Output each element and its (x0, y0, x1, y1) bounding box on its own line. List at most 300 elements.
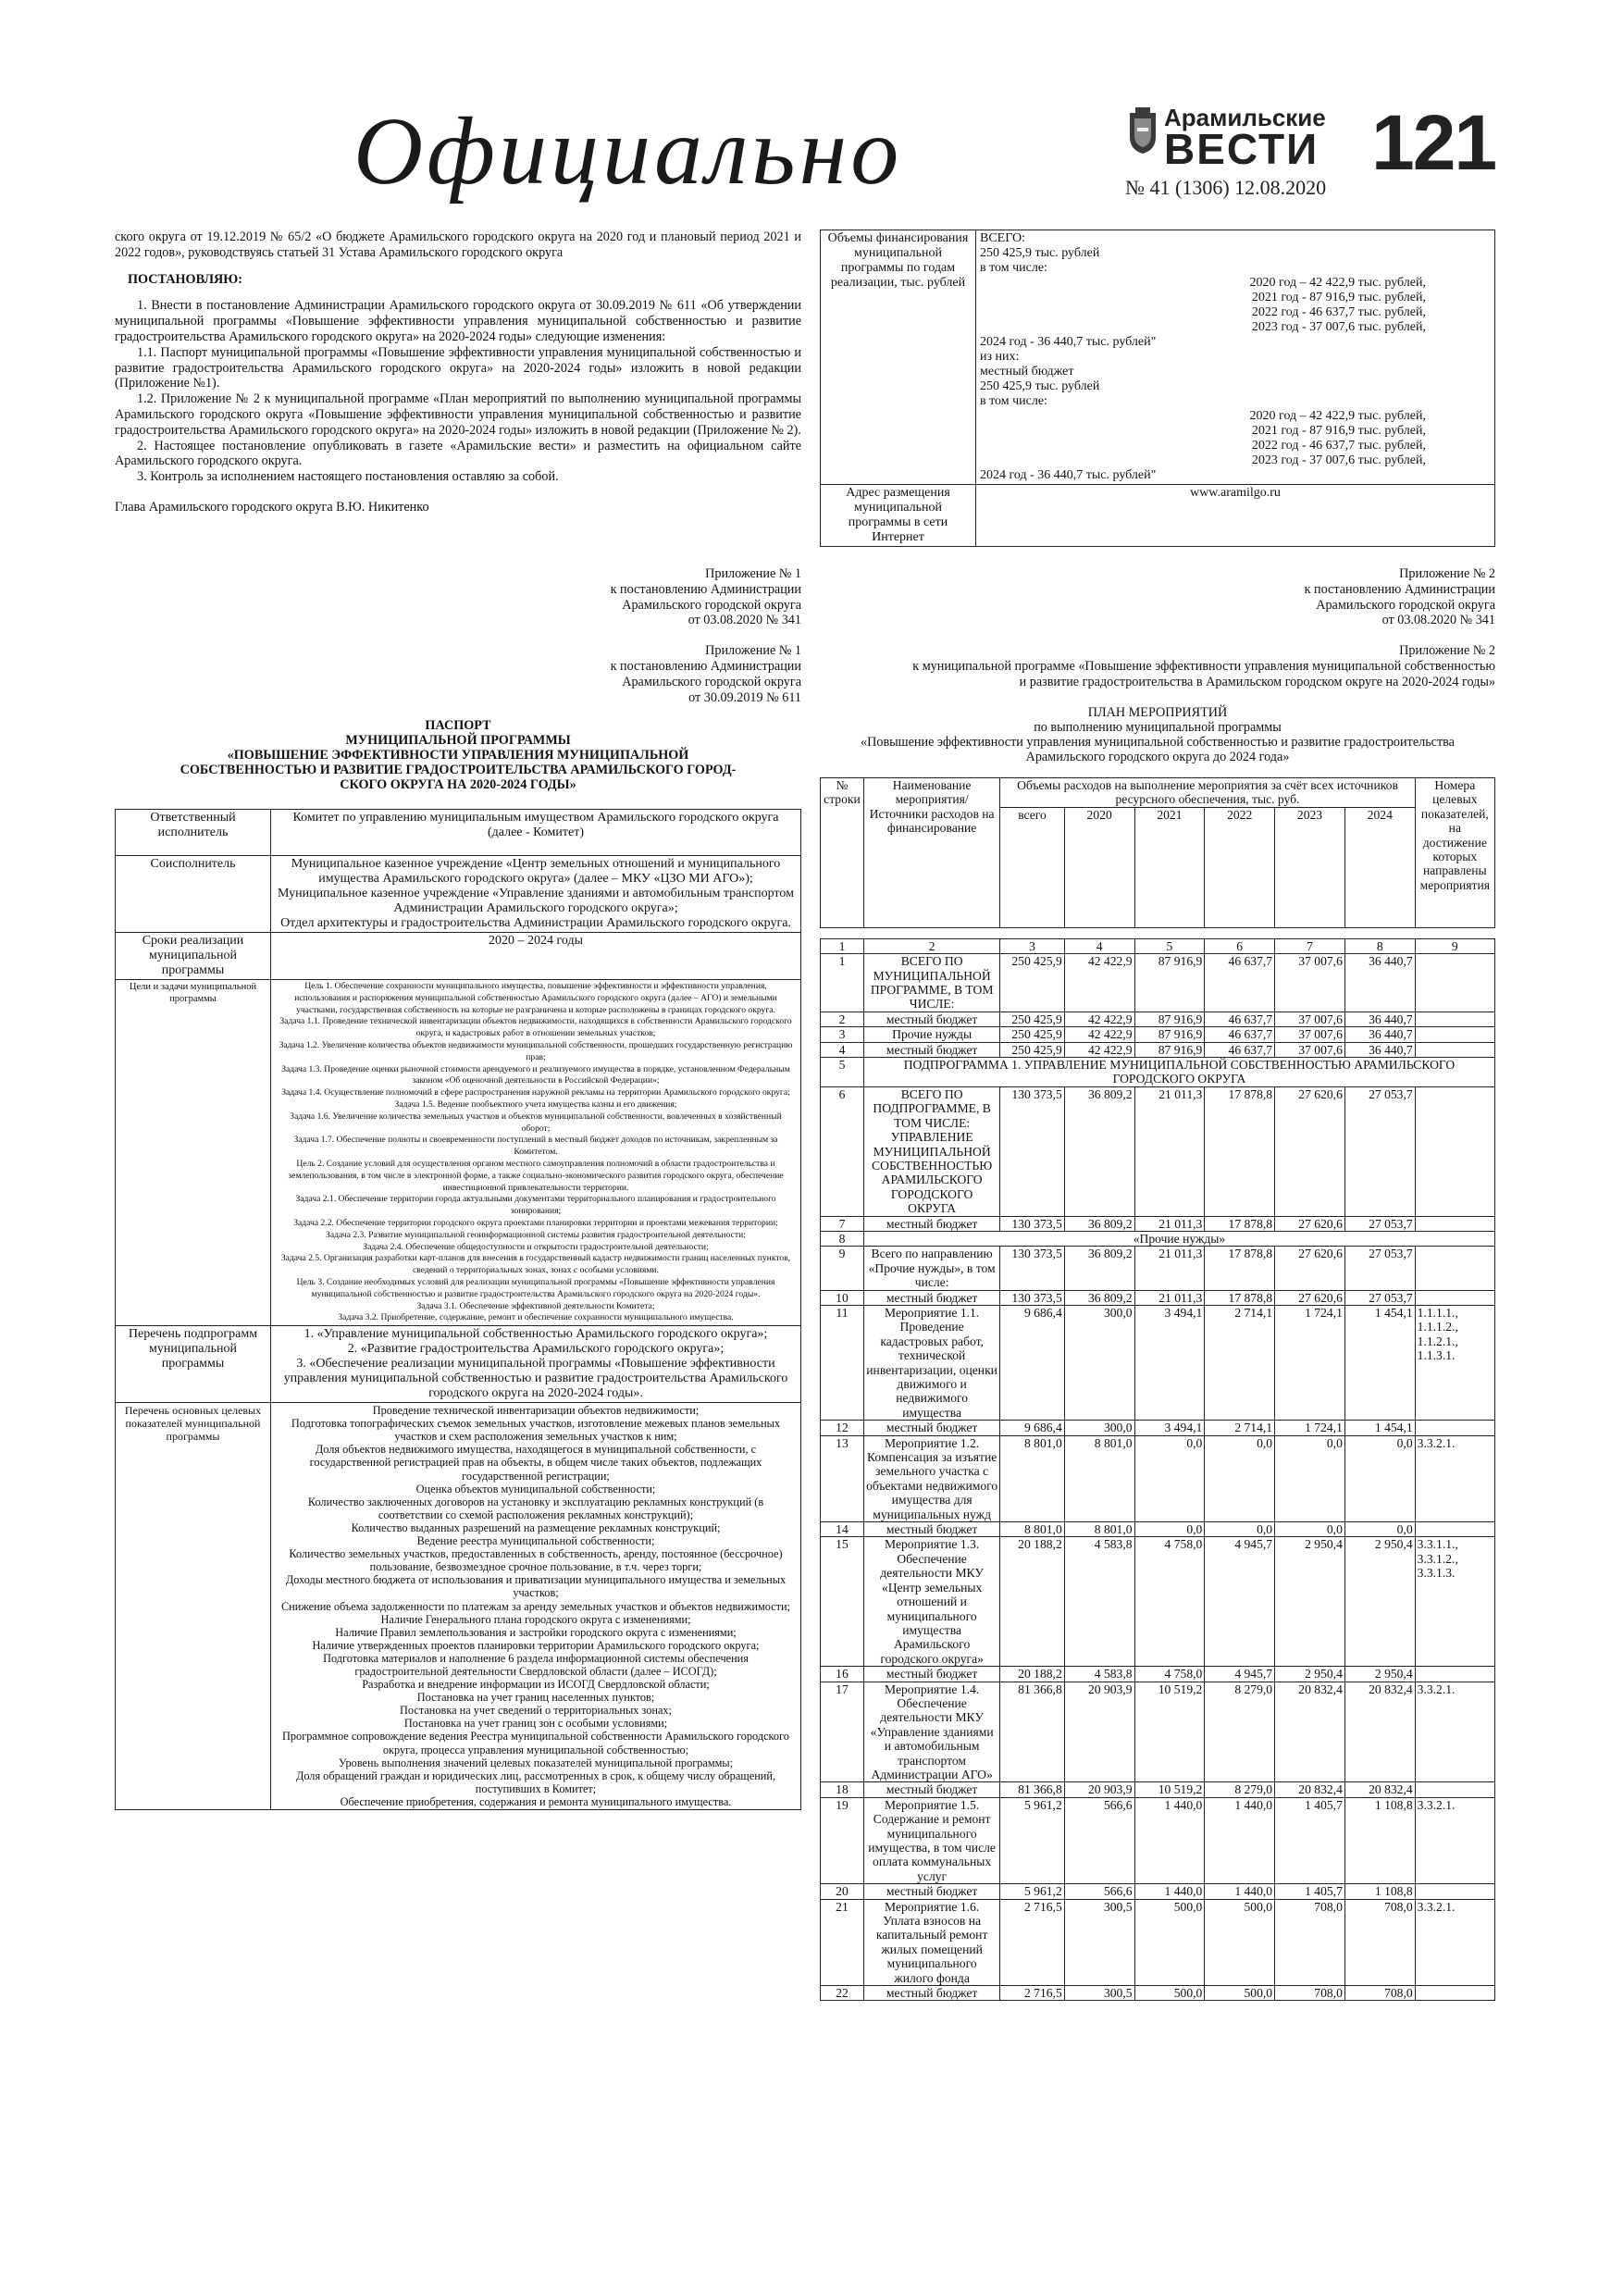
financing-values (976, 230, 1495, 485)
row-number: 9 (821, 1247, 864, 1290)
subprogram-1: 1. «Управление муниципальной собственностью Арамильского городского округа»; (304, 1327, 768, 1342)
amount-cell: 46 637,7 (1205, 1042, 1275, 1057)
indicator-item: Уровень выполнения значений целевых показателей муниципальной программы; (338, 1756, 734, 1769)
table-cell: Соисполнитель (116, 856, 271, 933)
amount-cell: 8 801,0 (1000, 1522, 1064, 1537)
table-row (821, 954, 1495, 1012)
decree-p1: 1. Внести в постановление Администрации Арамильского городского округа от 30.09.2019 № 611 «Об утверждении муниципальной программы «Повышение эффективности управления муниципальной собственностью и развитие градостроительства Арамильского городского округа» на 2020-2024 годы» следующие изменения: (115, 298, 801, 344)
amount-cell: 42 422,9 (1064, 954, 1134, 1012)
table-cell: Объемы финансирования муниципальной программы по годам реализации, тыс. рублей (821, 230, 976, 485)
amount-cell: 130 373,5 (1000, 1086, 1064, 1216)
target-indicators (1415, 1216, 1494, 1231)
amount-cell: 17 878,8 (1205, 1290, 1275, 1305)
table-row (821, 1042, 1495, 1057)
amount-cell: 1 108,8 (1344, 1797, 1415, 1883)
fin-line: 2021 год - 87 916,9 тыс. рублей, (1251, 291, 1426, 304)
table-row (116, 810, 801, 856)
goal-item: Задача 2.2. Обеспечение территории городского округа проектами планировки территории и проектами межевания территории; (293, 1217, 778, 1228)
amount-cell: 21 011,3 (1134, 1247, 1205, 1290)
target-indicators: 3.3.2.1. (1415, 1682, 1494, 1782)
amount-cell: 250 425,9 (1000, 1011, 1064, 1026)
table-row (116, 933, 801, 980)
amount-cell: 46 637,7 (1205, 1027, 1275, 1042)
fin-line: местный бюджет (980, 365, 1074, 379)
goal-item: Задача 3.1. Обеспечение эффективной деятельности Комитета; (416, 1300, 655, 1311)
amount-cell: 17 878,8 (1205, 1216, 1275, 1231)
amount-cell: 250 425,9 (1000, 1042, 1064, 1057)
amount-cell: 36 440,7 (1344, 954, 1415, 1012)
table-row (821, 1231, 1495, 1246)
fin-line: в том числе: (980, 261, 1047, 275)
goal-item: Задача 3.2. Приобретение, содержание, ремонт и обеспечение сохранности муниципального имущества. (338, 1312, 734, 1323)
measure-name: Прочие нужды (863, 1027, 999, 1042)
indicator-item: Обеспечение приобретения, содержания и ремонта муниципального имущества. (340, 1794, 732, 1808)
logo-line-2: ВЕСТИ (1164, 125, 1319, 173)
amount-cell: 10 519,2 (1134, 1782, 1205, 1797)
row-number: 6 (821, 1086, 864, 1216)
amount-cell: 708,0 (1275, 1899, 1345, 1985)
amount-cell: 2 716,5 (1000, 1986, 1064, 2001)
table-row (821, 1522, 1495, 1537)
decree-p12: 1.2. Приложение № 2 к муниципальной программе «План мероприятий по выполнению муниципальной программы Арамильского городского округа «Повышение эффективности управления муниципальной собственностью и развитие градостроительства Арамильского городского округа» на 2020-2024 годы» изложить в новой редакции (Приложение № 2). (115, 391, 801, 438)
measure-name: местный бюджет (863, 1011, 999, 1026)
goal-item: Цель 1. Обеспечение сохранности муниципального имущества, повышение эффективности и эффективности управления, использования и распоряжения муниципальной собственностью Арамильского городского округа (далее – АГО) и земельными участками, государственная собственность на которые не разграничена и которые расположены в границах городского округа. (294, 981, 777, 1015)
amount-cell: 250 425,9 (1000, 954, 1064, 1012)
amount-cell: 4 758,0 (1134, 1537, 1205, 1667)
plan-title-line: «Повышение эффективности управления муниципальной собственностью и развитие градостроительства Арамильского городского округа до 2024 года» (861, 735, 1455, 764)
amount-cell: 21 011,3 (1134, 1086, 1205, 1216)
indicator-item: Доля обращений граждан и юридических лиц, рассмотренных в срок, к общему числу обращений, поступивших в Комитет; (295, 1769, 776, 1795)
amount-cell: 46 637,7 (1205, 1011, 1275, 1026)
passport-title-line: МУНИЦИПАЛЬНОЙ ПРОГРАММЫ (345, 733, 571, 748)
page-number: 121 (1371, 99, 1496, 186)
table-row (821, 1086, 1495, 1216)
amount-cell: 1 724,1 (1275, 1305, 1345, 1420)
target-indicators (1415, 1421, 1494, 1435)
amount-cell: 4 945,7 (1205, 1667, 1275, 1682)
col-number: 8 (1344, 938, 1415, 953)
row-number: 10 (821, 1290, 864, 1305)
appendix-line: к муниципальной программе «Повышение эффективности управления муниципальной собственностью (912, 658, 1495, 674)
goal-item: Задача 1.4. Осуществление полномочий в сфере распространения наружной рекламы на территории Арамильского городского округа; (281, 1087, 790, 1098)
fin-line: 2024 год - 36 440,7 тыс. рублей" (980, 335, 1157, 349)
decree-text (115, 230, 801, 515)
table-row (821, 1027, 1495, 1042)
col-number: 7 (1275, 938, 1345, 953)
table-row (116, 980, 801, 1326)
indicator-item: Постановка на учет границ зон с особыми условиями; (403, 1717, 668, 1731)
measure-name: Мероприятие 1.6. Уплата взносов на капитальный ремонт жилых помещений муниципального жилого фонда (863, 1899, 999, 1985)
co-value-2: Муниципальное казенное учреждение «Управление зданиями и автомобильным транспортом Администрации Арамильского городского округа»; (278, 887, 794, 915)
amount-cell: 42 422,9 (1064, 1011, 1134, 1026)
amount-cell: 2 716,5 (1000, 1899, 1064, 1985)
amount-cell: 1 724,1 (1275, 1421, 1345, 1435)
goal-item: Задача 1.2. Увеличение количества объектов недвижимости муниципальной собственности, прошедших государственную регистрацию прав; (279, 1039, 793, 1062)
table-cell: Адрес размещения муниципальной программы в сети Интернет (821, 485, 976, 547)
table-cell: Сроки реализации муниципальной программы (116, 933, 271, 980)
target-indicators (1415, 1086, 1494, 1216)
target-indicators: 3.3.2.1. (1415, 1899, 1494, 1985)
amount-cell: 2 714,1 (1205, 1421, 1275, 1435)
amount-cell: 21 011,3 (1134, 1216, 1205, 1231)
table-header-row (821, 778, 1495, 808)
table-cell: 2020 – 2024 годы (271, 933, 801, 980)
amount-cell: 1 440,0 (1134, 1884, 1205, 1899)
amount-cell: 27 053,7 (1344, 1290, 1415, 1305)
amount-cell: 1 405,7 (1275, 1797, 1345, 1883)
amount-cell: 20 903,9 (1064, 1682, 1134, 1782)
amount-cell: 37 007,6 (1275, 1027, 1345, 1042)
amount-cell: 5 961,2 (1000, 1797, 1064, 1883)
measure-name: местный бюджет (863, 1884, 999, 1899)
goal-item: Задача 1.3. Проведение оценки рыночной стоимости арендуемого и реализуемого имущества в порядке, установленном Федеральным законом «Об оценочной деятельности в Российской Федерации»; (281, 1063, 790, 1086)
indicator-item: Наличие Правил землепользования и застройки городского округа с изменениями; (335, 1625, 737, 1639)
appendix-line: от 03.08.2020 № 341 (688, 613, 801, 628)
amount-cell: 27 053,7 (1344, 1216, 1415, 1231)
table-row (821, 1305, 1495, 1420)
measure-name: местный бюджет (863, 1421, 999, 1435)
amount-cell: 1 405,7 (1275, 1884, 1345, 1899)
col-number: 2 (863, 938, 999, 953)
row-number: 11 (821, 1305, 864, 1420)
plan-body (821, 954, 1495, 2001)
amount-cell: 20 832,4 (1275, 1782, 1345, 1797)
plan-table (820, 777, 1495, 2001)
amount-cell: 500,0 (1205, 1899, 1275, 1985)
amount-cell: 3 494,1 (1134, 1305, 1205, 1420)
amount-cell: 8 801,0 (1064, 1435, 1134, 1521)
target-indicators (1415, 1247, 1494, 1290)
section-heading: «Прочие нужды» (863, 1231, 1494, 1246)
plan-title-line: ПЛАН МЕРОПРИЯТИЙ (1087, 705, 1228, 720)
amount-cell: 36 440,7 (1344, 1011, 1415, 1026)
appendix-line: Приложение № 1 (705, 643, 801, 659)
measure-name: местный бюджет (863, 1042, 999, 1057)
amount-cell: 87 916,9 (1134, 1011, 1205, 1026)
table-row (821, 1986, 1495, 2001)
table-row (821, 485, 1495, 547)
table-row (821, 1011, 1495, 1026)
table-row (821, 1421, 1495, 1435)
col-number: 5 (1134, 938, 1205, 953)
appendix-line: Приложение № 1 (705, 566, 801, 581)
col-header: Номера целевых показателей, на достижение которых направлены мероприятия (1415, 778, 1494, 928)
row-number: 18 (821, 1782, 864, 1797)
amount-cell: 130 373,5 (1000, 1290, 1064, 1305)
col-number: 1 (821, 938, 864, 953)
col-header: 2024 (1344, 807, 1415, 927)
indicator-item: Программное сопровождение ведения Реестра муниципальной собственности Арамильского городского округа, процесса управления муниципальной собственностью; (282, 1730, 789, 1756)
amount-cell: 708,0 (1275, 1986, 1345, 2001)
indicator-item: Доля объектов недвижимого имущества, находящегося в муниципальной собственности, с государственной регистрацией прав на объекты, в общем числе таких объектов, подлежащих государственной регистрации; (309, 1443, 762, 1483)
amount-cell: 27 620,6 (1275, 1216, 1345, 1231)
amount-cell: 250 425,9 (1000, 1027, 1064, 1042)
amount-cell: 20 188,2 (1000, 1667, 1064, 1682)
amount-cell: 1 454,1 (1344, 1421, 1415, 1435)
amount-cell: 2 950,4 (1275, 1537, 1345, 1667)
measure-name: местный бюджет (863, 1986, 999, 2001)
amount-cell: 500,0 (1205, 1986, 1275, 2001)
indicator-item: Снижение объема задолженности по платежам за аренду земельных участков и объектов недвижимости; (280, 1599, 791, 1613)
amount-cell: 20 832,4 (1344, 1782, 1415, 1797)
plan-title (820, 705, 1495, 764)
amount-cell: 8 279,0 (1205, 1682, 1275, 1782)
amount-cell: 4 945,7 (1205, 1537, 1275, 1667)
measure-name: местный бюджет (863, 1667, 999, 1682)
spacer-row (821, 927, 1495, 938)
amount-cell: 9 686,4 (1000, 1305, 1064, 1420)
row-number: 19 (821, 1797, 864, 1883)
goals-list (271, 980, 801, 1326)
measure-name: ВСЕГО ПО ПОДПРОГРАММЕ, В ТОМ ЧИСЛЕ: УПРАВЛЕНИЕ МУНИЦИПАЛЬНОЙ СОБСТВЕННОСТЬЮ АРАМИЛЬСКОГО ГОРОДСКОГО ОКРУГА (863, 1086, 999, 1216)
col-header: 2021 (1134, 807, 1205, 927)
target-indicators (1415, 1011, 1494, 1026)
fin-line: 2020 год – 42 422,9 тыс. рублей, (1249, 409, 1426, 423)
newspaper-logo (1127, 104, 1358, 173)
amount-cell: 27 053,7 (1344, 1086, 1415, 1216)
table-row (116, 1403, 801, 1810)
amount-cell: 20 188,2 (1000, 1537, 1064, 1667)
indicator-item: Количество земельных участков, предоставленных в собственность, аренду, постоянное (бессрочное) пользование, безвозмездное срочное пользование, в т.ч. через торги; (289, 1547, 783, 1574)
subprogram-3: 3. «Обеспечение реализации муниципальной программы «Повышение эффективности управления муниципальной собственностью и развитие градостроительства Арамильского городского округа на 2020-2024 годы». (283, 1357, 788, 1401)
indicator-item: Количество заключенных договоров на установку и эксплуатацию рекламных конструкций (в соответствии со схемой расположения рекламных конструкций); (307, 1495, 764, 1521)
measure-name: местный бюджет (863, 1522, 999, 1537)
col-header: 2020 (1064, 807, 1134, 927)
decree-resolve: ПОСТАНОВЛЯЮ: (128, 271, 243, 287)
indicator-item: Постановка на учет сведений о территориальных зонах; (400, 1704, 672, 1718)
amount-cell: 36 809,2 (1064, 1086, 1134, 1216)
fin-line: 2023 год - 37 007,6 тыс. рублей, (1251, 453, 1426, 467)
table-row (821, 1782, 1495, 1797)
col-header: № строки (821, 778, 864, 928)
table-cell (271, 856, 801, 933)
spacer-cell (821, 927, 1495, 938)
amount-cell: 0,0 (1205, 1522, 1275, 1537)
row-number: 4 (821, 1042, 864, 1057)
amount-cell: 27 053,7 (1344, 1247, 1415, 1290)
fin-line: 2022 год - 46 637,7 тыс. рублей, (1251, 305, 1426, 319)
fin-line: 250 425,9 тыс. рублей (980, 379, 1100, 393)
issue-info: № 41 (1306) 12.08.2020 (1125, 176, 1327, 199)
amount-cell: 0,0 (1205, 1435, 1275, 1521)
passport-title-line: ПАСПОРТ (425, 718, 491, 733)
amount-cell: 0,0 (1134, 1435, 1205, 1521)
appendix-line: Арамильского городской округа (1316, 597, 1495, 613)
indicator-item: Доходы местного бюджета от использования и приватизации муниципального имущества и земельных участков; (285, 1573, 787, 1600)
amount-cell: 36 440,7 (1344, 1042, 1415, 1057)
col-header: 2023 (1275, 807, 1345, 927)
goal-item: Задача 2.4. Обеспечение общедоступности и открытости градостроительной деятельности; (363, 1241, 709, 1252)
indicators-list (271, 1403, 801, 1810)
goal-item: Цель 3. Создание необходимых условий для реализации муниципальной программы «Повышение эффективности управления муниципальной собственностью и развитие градостроительства Арамильского городского округа на 2020-2024 годы». (296, 1276, 775, 1299)
co-value-3: Отдел архитектуры и градостроительства Администрации Арамильского городского округа. (280, 916, 791, 930)
amount-cell: 1 440,0 (1134, 1797, 1205, 1883)
amount-cell: 500,0 (1134, 1899, 1205, 1985)
amount-cell: 87 916,9 (1134, 1027, 1205, 1042)
section-title: Официально (353, 98, 903, 205)
amount-cell: 300,0 (1064, 1305, 1134, 1420)
amount-cell: 20 903,9 (1064, 1782, 1134, 1797)
amount-cell: 2 714,1 (1205, 1305, 1275, 1420)
measure-name: Мероприятие 1.3. Обеспечение деятельности МКУ «Центр земельных отношений и муниципального имущества Арамильского городского округа» (863, 1537, 999, 1667)
amount-cell: 17 878,8 (1205, 1086, 1275, 1216)
amount-cell: 9 686,4 (1000, 1421, 1064, 1435)
row-number: 7 (821, 1216, 864, 1231)
amount-cell: 566,6 (1064, 1884, 1134, 1899)
amount-cell: 27 620,6 (1275, 1086, 1345, 1216)
indicator-item: Наличие Генерального плана городского округа с изменениями; (380, 1612, 691, 1626)
target-indicators (1415, 1884, 1494, 1899)
appendix-line: к постановлению Администрации (610, 581, 801, 597)
table-row (821, 1537, 1495, 1667)
amount-cell: 4 758,0 (1134, 1667, 1205, 1682)
amount-cell: 8 801,0 (1064, 1522, 1134, 1537)
amount-cell: 1 108,8 (1344, 1884, 1415, 1899)
amount-cell: 300,0 (1064, 1421, 1134, 1435)
goal-item: Задача 2.5. Организация разработки карт-планов для внесения в государственный кадастр недвижимости границ населенных пунктов, сведений о территориальных зонах, зонах с особыми условиями. (280, 1253, 791, 1276)
col-number-row (821, 938, 1495, 953)
fin-line: ВСЕГО: (980, 231, 1025, 245)
amount-cell: 708,0 (1344, 1899, 1415, 1985)
target-indicators (1415, 1667, 1494, 1682)
row-number: 8 (821, 1231, 864, 1246)
table-row (821, 230, 1495, 485)
table-row (821, 1797, 1495, 1883)
table-cell: Перечень основных целевых показателей муниципальной программы (116, 1403, 271, 1810)
row-number: 21 (821, 1899, 864, 1985)
passport-title-line: СКОГО ОКРУГА НА 2020-2024 ГОДЫ» (340, 777, 576, 792)
fin-line: из них: (980, 350, 1020, 364)
col-header: Наименование мероприятия/Источники расходов на финансирование (863, 778, 999, 928)
target-indicators: 1.1.1.1., 1.1.1.2., 1.1.2.1., 1.1.3.1. (1415, 1305, 1494, 1420)
section-heading: ПОДПРОГРАММА 1. УПРАВЛЕНИЕ МУНИЦИПАЛЬНОЙ СОБСТВЕННОСТЬЮ АРАМИЛЬСКОГО ГОРОДСКОГО ОКРУГА (863, 1058, 1494, 1087)
goal-item: Задача 1.5. Ведение пообъектного учета имущества казны и его движения; (394, 1098, 677, 1110)
target-indicators (1415, 1290, 1494, 1305)
measure-name: Мероприятие 1.4. Обеспечение деятельности МКУ «Управление зданиями и автомобильным транспортом Администрации АГО» (863, 1682, 999, 1782)
table-row (821, 1058, 1495, 1087)
col-header-span: Объемы расходов на выполнение мероприятия за счёт всех источников ресурсного обеспечения, тыс. руб. (1000, 778, 1415, 808)
amount-cell: 0,0 (1134, 1522, 1205, 1537)
target-indicators (1415, 1782, 1494, 1797)
subprogram-2: 2. «Развитие градостроительства Арамильского городского округа»; (347, 1342, 725, 1357)
table-row (821, 1682, 1495, 1782)
table-cell: Ответственный исполнитель (116, 810, 271, 856)
appendix-line: от 30.09.2019 № 611 (688, 689, 801, 705)
amount-cell: 36 440,7 (1344, 1027, 1415, 1042)
row-number: 14 (821, 1522, 864, 1537)
table-row (821, 1290, 1495, 1305)
measure-name: Мероприятие 1.2. Компенсация за изъятие земельного участка с объектами недвижимого имущества для муниципальных нужд (863, 1435, 999, 1521)
coat-of-arms-icon (1127, 107, 1158, 155)
fin-line: 250 425,9 тыс. рублей (980, 246, 1100, 260)
appendix-line: Арамильского городской округа (622, 597, 801, 613)
amount-cell: 46 637,7 (1205, 954, 1275, 1012)
logo-line-1: Арамильские (1164, 104, 1326, 131)
row-number: 17 (821, 1682, 864, 1782)
indicator-item: Проведение технической инвентаризации объектов недвижимости; (372, 1404, 700, 1418)
appendix-line: от 03.08.2020 № 341 (1381, 613, 1495, 628)
amount-cell: 27 620,6 (1275, 1247, 1345, 1290)
amount-cell: 1 440,0 (1205, 1884, 1275, 1899)
amount-cell: 3 494,1 (1134, 1421, 1205, 1435)
amount-cell: 0,0 (1275, 1522, 1345, 1537)
appendix-line: Приложение № 2 (1399, 643, 1495, 659)
goal-item: Задача 1.1. Проведение технической инвентаризации объектов недвижимости, находящихся в собственности Арамильского городского округа, и кадастровых работ в отношении земельных участков; (279, 1016, 792, 1039)
decree-p2: 2. Настоящее постановление опубликовать в газете «Арамильские вести» и разместить на официальном сайте Арамильского городского округа. (115, 438, 801, 469)
amount-cell: 10 519,2 (1134, 1682, 1205, 1782)
site-url: www.aramilgo.ru (976, 485, 1495, 547)
measure-name: местный бюджет (863, 1782, 999, 1797)
fin-line: 2023 год - 37 007,6 тыс. рублей, (1251, 320, 1426, 334)
amount-cell: 4 583,8 (1064, 1537, 1134, 1667)
decree-p3: 3. Контроль за исполнением настоящего постановления оставляю за собой. (137, 469, 559, 485)
appendix-line: и развитие градостроительства в Арамильском городском округе на 2020-2024 годы» (1019, 674, 1495, 689)
amount-cell: 130 373,5 (1000, 1216, 1064, 1231)
target-indicators (1415, 1027, 1494, 1042)
indicator-item: Разработка и внедрение информации из ИСОГД Свердловской области; (362, 1678, 710, 1692)
col-number: 6 (1205, 938, 1275, 953)
amount-cell: 17 878,8 (1205, 1247, 1275, 1290)
row-number: 16 (821, 1667, 864, 1682)
indicator-item: Подготовка топографических съемок земельных участков, изготовление межевых планов земельных участков и схем расположения земельных участков к ним; (291, 1417, 781, 1444)
appendix-line: к постановлению Администрации (1304, 581, 1495, 597)
table-row (821, 1667, 1495, 1682)
table-cell: Комитет по управлению муниципальным имуществом Арамильского городского округа (далее - Комитет) (271, 810, 801, 856)
fin-line: 2020 год – 42 422,9 тыс. рублей, (1249, 276, 1426, 290)
amount-cell: 566,6 (1064, 1797, 1134, 1883)
goal-item: Задача 2.3. Развитие муниципальной геоинформационной системы развития градостроительной деятельности; (326, 1229, 746, 1240)
table-row (821, 1216, 1495, 1231)
amount-cell: 37 007,6 (1275, 954, 1345, 1012)
row-number: 20 (821, 1884, 864, 1899)
goal-item: Цель 2. Создание условий для осуществления органом местного самоуправления полномочий в области градостроительства и землепользования, в том числе в электронной форме, а также социально-экономического развития городского округа, обеспечение инвестиционной привлекательности территории. (288, 1158, 784, 1193)
target-indicators: 3.3.1.1., 3.3.1.2., 3.3.1.3. (1415, 1537, 1494, 1667)
amount-cell: 36 809,2 (1064, 1216, 1134, 1231)
row-number: 15 (821, 1537, 864, 1667)
target-indicators (1415, 1042, 1494, 1057)
fin-line: в том числе: (980, 394, 1047, 408)
amount-cell: 20 832,4 (1344, 1682, 1415, 1782)
measure-name: ВСЕГО ПО МУНИЦИПАЛЬНОЙ ПРОГРАММЕ, В ТОМ ЧИСЛЕ: (863, 954, 999, 1012)
amount-cell: 36 809,2 (1064, 1290, 1134, 1305)
col-header: 2022 (1205, 807, 1275, 927)
decree-lead: ского округа от 19.12.2019 № 65/2 «О бюджете Арамильского городского округа на 2020 год и плановый период 2021 и 2022 годов», руководствуясь статьей 31 Устава Арамильского городского округа (115, 230, 801, 260)
measure-name: местный бюджет (863, 1216, 999, 1231)
amount-cell: 42 422,9 (1064, 1042, 1134, 1057)
amount-cell: 500,0 (1134, 1986, 1205, 2001)
indicator-item: Оценка объектов муниципальной собственности; (415, 1482, 656, 1496)
amount-cell: 20 832,4 (1275, 1682, 1345, 1782)
passport-title-line: СОБСТВЕННОСТЬЮ И РАЗВИТИЕ ГРАДОСТРОИТЕЛЬСТВА АРАМИЛЬСКОГО ГОРОД- (180, 763, 737, 777)
amount-cell: 21 011,3 (1134, 1290, 1205, 1305)
measure-name: Всего по направлению «Прочие нужды», в том числе: (863, 1247, 999, 1290)
goal-item: Задача 1.7. Обеспечение полноты и своевременности поступлений в местный бюджет доходов по источникам, закрепленным за Комитетом. (293, 1135, 778, 1158)
indicator-item: Подготовка материалов и наполнение 6 раздела информационной системы обеспечения градостроительной деятельности Свердловской области (далее – ИСОГД); (323, 1651, 749, 1678)
target-indicators: 3.3.2.1. (1415, 1435, 1494, 1521)
amount-cell: 2 950,4 (1275, 1667, 1345, 1682)
amount-cell: 81 366,8 (1000, 1682, 1064, 1782)
amount-cell: 37 007,6 (1275, 1042, 1345, 1057)
appendix-2-heading (820, 566, 1495, 690)
row-number: 12 (821, 1421, 864, 1435)
goal-item: Задача 2.1. Обеспечение территории города актуальными документами территориального планирования и градостроительного зонирования; (295, 1194, 776, 1217)
amount-cell: 5 961,2 (1000, 1884, 1064, 1899)
fin-line: 2021 год - 87 916,9 тыс. рублей, (1251, 424, 1426, 438)
amount-cell: 0,0 (1344, 1522, 1415, 1537)
col-number: 9 (1415, 938, 1494, 953)
decree-p11: 1.1. Паспорт муниципальной программы «Повышение эффективности управления муниципальной собственностью и развитие градостроительства Арамильского городского округа» на 2020-2024 годы» изложить в новой редакции (Приложение №1). (115, 344, 801, 391)
row-number: 5 (821, 1058, 864, 1087)
